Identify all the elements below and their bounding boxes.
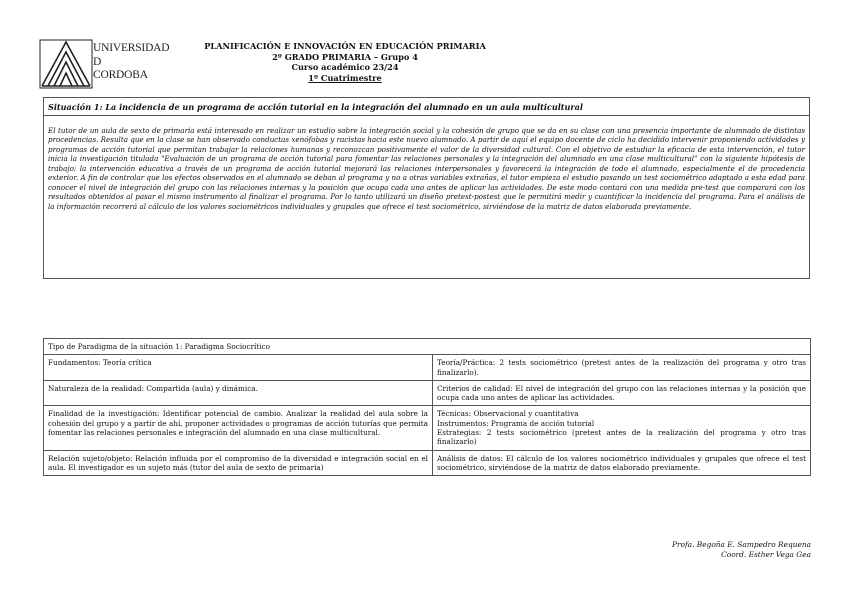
estrategias-line: Estrategias: 2 tests sociométrico (pretest antes de la realización del programa y otro tras finalizarlo) [437,428,806,447]
analisis-cell: Análisis de datos: El cálculo de los valores sociométrico individuales y grupales que ofrece el test sociométrico, sirviéndose de la matriz de datos elaborado previamente. [433,450,811,476]
table-header-cell: Tipo de Paradigma de la situación 1: Paradigma Sociocrítico [44,339,811,355]
header-title: PLANIFICACIÓN E INNOVACIÓN EN EDUCACIÓN PRIMARIA [204,41,486,51]
situation-box [43,97,810,279]
university-name [93,42,169,83]
tecnicas-cell [433,406,811,450]
logo-line-2: D [93,55,102,68]
header-course: Curso académico 23/24 [291,62,399,73]
tecnicas-line: Técnicas: Observacional y cuantitativa [437,409,579,419]
header-group: 2º GRADO PRIMARIA – Grupo 4 [272,51,418,62]
situation-body: El tutor de un aula de sexto de primaria está interesado en realizar un estudio sobre la integración social y la cohesión de grupo que se da en su clase con una presencia importante de alumnado de distintas procedencias. Resulta que en la clase se han observado conductas xenófobas y racistas hacia este nuevo alumnado. A partir de aquí el equipo docente de ciclo ha decidido intervenir proponiendo actividades y programas de acción tutorial que permitan trabajar la relaciones humanas y reconozcan positivamente el valor de la diversidad cultural. Con el objetivo de estudiar la eficacia de esta intervención, el tutor inicia la investigación titulada "Evaluación de un programa de acción tutorial para fomentar las relaciones personales y la integración del alumnado en una clase multicultural" con la siguiente hipótesis de trabajo: la intervención educativa a través de un programa de acción tutorial mejorará las relaciones interpersonales y favorecerá la integración de todo el alumnado, especialmente el de procedencia exterior. A fin de controlar que los efectos observados en el alumnado se deban al programa y no a otras variables extrañas, el tutor empieza el estudio pasando un test sociométrico adaptado a esta edad para conocer el nivel de integración del grupo con las relaciones internas y la posición que ocupa cada uno antes de aplicar las actividades. De este modo contará con una medida pre-test que comparará con los resultados obtenidos al pasar el mismo instrumento al finalizar el programa. Por lo tanto utilizará un diseño pretest-postest que le permitirá medir y cuantificar la incidencia del programa. Para el análisis de la información recorrerá al cálculo de los valores sociométricos individuales y grupales que ofrece el test sociométrico, sirviéndose de la matriz de datos elaborada previamente. [48,126,805,211]
finalidad-cell: Finalidad de la investigación: Identificar potencial de cambio. Analizar la realidad del aula sobre la cohesión del grupo y a partir de ahí, proponer actividades o programas de acción tutorías que permita fomentar las relaciones personales e integración del alumnado en una clase multicultural. [44,406,433,450]
document-header [200,41,490,83]
instrumentos-line: Instrumentos: Programa de acción tutorial [437,418,595,428]
paradigm-table [43,338,811,476]
table-row [44,450,811,476]
situation-title: Situación 1: La incidencia de un programa de acción tutorial en la integración del alumnado en un aula multicultural [44,98,809,116]
logo-line-3: CORDOBA [93,69,148,81]
relacion-cell: Relación sujeto/objeto: Relación influida por el compromiso de la diversidad e integración social en el aula. El investigador es un sujeto más (tutor del aula de sexto de primaria) [44,450,433,476]
naturaleza-cell: Naturaleza de la realidad: Compartida (aula) y dinámica. [44,380,433,406]
header-term: 1º Cuatrimestre [308,72,382,83]
teoria-practica-cell: Teoría/Práctica: 2 tests sociométrico (pretest antes de la realización del programa y otro tras finalizarlo). [433,355,811,381]
table-row [44,355,811,381]
logo-line-1: UNIVERSIDAD [93,42,170,54]
fundamentos-cell: Fundamentos: Teoría crítica [44,355,433,381]
signature-coordinator: Coord. Esther Vega Gea [721,550,811,559]
table-header-row [44,339,811,355]
signature-block [672,540,811,560]
criterios-cell: Criterios de calidad: El nivel de integración del grupo con las relaciones internas y la posición que ocupa cada uno antes de aplicar las actividades. [433,380,811,406]
signature-professor: Profa. Begoña E. Sampedro Requena [671,540,811,549]
table-row [44,406,811,450]
table-row [44,380,811,406]
